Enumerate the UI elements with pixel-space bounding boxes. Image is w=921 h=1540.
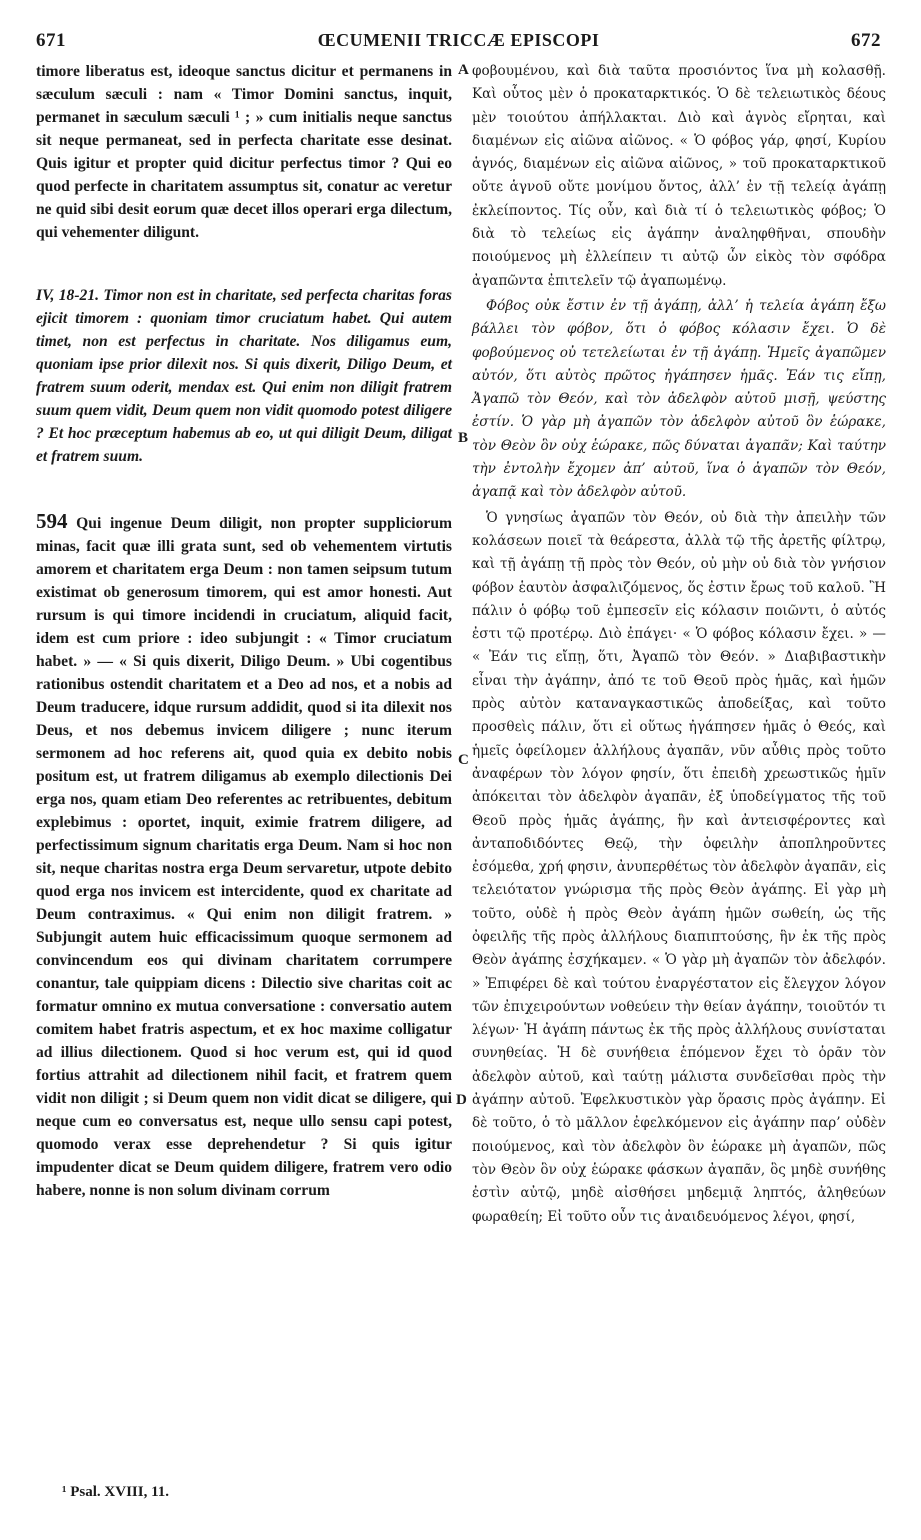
latin-column — [36, 60, 452, 1202]
margin-letter-c: C — [458, 752, 469, 768]
running-title: ŒCUMENII TRICCÆ EPISCOPI — [317, 30, 600, 50]
margin-letter-d: D — [456, 1092, 467, 1108]
greek-paragraph-1: φοβουμένου, καὶ διὰ ταῦτα προσιόντος ἵνα μὴ κολασθῇ. Καὶ οὗτος μὲν ὁ προκαταρκτικός. Ὁ δὲ τελειωτικὸς δέους μὲν τοιούτου ἀπήλλακται. Διὸ καὶ ἁγνὸς εἴρηται, καὶ διαμένων εἰς αἰῶνα αἰῶνος. « Ὁ φόβος γάρ, φησί, Κυρίου ἁγνός, διαμένων εἰς αἰῶνα αἰῶνος, » τοῦ προκαταρκτικοῦ οὔτε ἁγνοῦ οὔτε μονίμου ὄντος, ἀλλ’ ἐν τῇ τελείᾳ ἀγάπῃ ἐκλείποντος. Τίς οὖν, καὶ διὰ τί ὁ τελειωτικὸς φόβος; Ὁ διὰ τὸ τελείως εἰς ἀγάπην ἀναληφθῆναι, σπουδὴν ποιούμενος μὴ ἐλλείπειν τι αὐτῷ ὧν εἰκὸς τὸν σφόδρα ἀγαπῶντα ἐπιτελεῖν τῷ ἀγαπωμένῳ. — [472, 63, 886, 289]
greek-scripture-passage: Φόβος οὐκ ἔστιν ἐν τῇ ἀγάπῃ, ἀλλ’ ἡ τελεία ἀγάπη ἔξω βάλλει τὸν φόβον, ὅτι ὁ φόβος κόλασιν ἔχει. Ὁ δὲ φοβούμενος οὐ τετελείωται ἐν τῇ ἀγάπῃ. Ἡμεῖς ἀγαπῶμεν αὐτόν, ὅτι αὐτὸς πρῶτος ἠγάπησεν ἡμᾶς. Ἐάν τις εἴπῃ, Ἀγαπῶ τὸν Θεόν, καὶ τὸν ἀδελφὸν αὐτοῦ μισῇ, ψεύστης ἐστίν. Ὁ γὰρ μὴ ἀγαπῶν τὸν ἀδελφὸν αὐτοῦ ὃν ἑώρακε, τὸν Θεὸν ὃν οὐχ ἑώρακε, πῶς δύναται ἀγαπᾶν; Καὶ ταύτην τὴν ἐντολὴν ἔχομεν ἀπ’ αὐτοῦ, ἵνα ὁ ἀγαπῶν τὸν Θεόν, ἀγαπᾷ καὶ τὸν ἀδελφὸν αὐτοῦ. — [472, 297, 886, 501]
greek-column — [472, 60, 886, 1229]
page-number-right: 672 — [851, 30, 881, 51]
greek-paragraph-commentary: Ὁ γνησίως ἀγαπῶν τὸν Θεόν, οὐ διὰ τὴν ἀπειλὴν τῶν κολάσεων ποιεῖ τὰ θεάρεστα, ἀλλὰ τῷ τῆς ἀρετῆς φίλτρῳ, καὶ τῇ ἀγάπῃ τῇ πρὸς τὸν Θεόν, οὐ μὴν οὐ διὰ τὸν γνήσιον φόβον ἑαυτὸν ἀσφαλιζόμενος, ὅς ἐστιν ἔρως τοῦ καλοῦ. Ἢ πάλιν ὁ φόβῳ τοῦ ἐμπεσεῖν εἰς κόλασιν ποιῶντι, ὁ αὐτός ἐστι τῷ προτέρῳ. Διὸ ἐπάγει· « Ὁ φόβος κόλασιν ἔχει. » — « Ἐάν τις εἴπῃ, ὅτι, Ἀγαπῶ τὸν Θεόν. » Διαβιβαστικὴν εἶναι τὴν ἀγάπην, ἀπό τε τοῦ Θεοῦ πρὸς ἡμᾶς, καὶ ἡμῶν πρὸς αὐτὸν καταναγκαστικῶς ἀποδείξας, καὶ τοῦτο προσθεὶς πάλιν, ὅτι εἰ οὕτως ἠγάπησεν ἡμᾶς ὁ Θεός, καὶ ἡμεῖς ὀφείλομεν ἀλλήλους ἀγαπᾶν, νῦν αὖθις πρὸς τοῦτο ἀναφέρων τὸν λόγον φησίν, ὅτι ἐπειδὴ χρεωστικῶς ἡμῖν ἀπόκειται τὸν ἀδελφὸν ἀγαπᾶν, ἐξ ὑποδείγματος τῆς τοῦ Θεοῦ πρὸς ἡμᾶς ἀγάπης, ἣν καὶ ἀντεισφέροντες καὶ ἀνταποδιδόντες Θεῷ, τὴν ὀφειλὴν ἀποπληροῦντες ἐσόμεθα, χρή φησιν, ἀνυπερθέτως τὸν ἀδελφὸν ἀγαπᾶν, εἰς τελειότατον γνώρισμα τῆς πρὸς Θεὸν ἀγάπης. Εἰ γὰρ μὴ τοῦτο, οὐδὲ ἡ πρὸς Θεὸν ἀγάπη ἡμῶν σωθείη, ὡς τῆς ὀφειλῆς τῆς πρὸς ἀλλήλους διαπιπτούσης, ἣν ἐκ τῆς πρὸς Θεὸν ἀγάπης ἐσχήκαμεν. « Ὁ γὰρ μὴ ἀγαπῶν τὸν ἀδελφόν. » Ἐπιφέρει δὲ καὶ τούτου ἐναργέστατον εἰς ἔλεγχον λόγον τῶν ἐπιχειρούντων νοθεύειν τὴν θείαν ἀγάπην, τοιοῦτόν τι λέγων· Ἡ ἀγάπη πάντως ἐκ τῆς πρὸς ἀλλήλους συνίσταται συνηθείας. Ἡ δὲ συνήθεια ἑπόμενον ἔχει τὸ ὁρᾶν τὸν ἀδελφὸν αὐτοῦ, καὶ ταύτῃ μάλιστα συνδεῖσθαι πρὸς τὴν ἀγάπην αὐτοῦ. Ἐφελκυστικὸν γὰρ ὅρασις πρὸς ἀγάπην. Εἰ δὲ τοῦτο, ὁ τὸ μᾶλλον ἐφελκόμενον εἰς ἀγάπην παρ’ οὐδὲν ποιούμενος, καὶ τὸν ἀδελφὸν ὃν ἑώρακε μὴ ἀγαπῶν, πῶς τὸν Θεὸν ὃν οὐχ ἑώρακε φάσκων ἀγαπᾶν, ὃς μηδὲ συνήθης ἐστὶν αὐτῷ, μηδὲ αἰσθήσει μηδεμιᾷ ληπτός, ἀληθεύων φωραθείη; Εἰ τοῦτο οὖν τις ἀναιδευόμενος λέγοι, φησί, — [472, 509, 886, 1225]
section-number: 594 — [36, 509, 68, 533]
page-number-left: 671 — [36, 30, 66, 51]
latin-paragraph-3-text: Qui ingenue Deum diligit, non propter suppliciorum minas, facit quæ illi grata sunt, sed ob vehementem virtutis amorem et charitatem erga Deum : non tamen seipsum tutum existimat ob generosum timorem, qui est amor honesti. Aut rursum is qui timore incidendi in cruciatum, aliquid facit, idem est cum priore : ideo subjungit : « Timor cruciatum habet. » — « Si quis dixerit, Diligo Deum. » Ubi cogentibus rationibus ostendit charitatem et a Deo ad nos, et a nobis ad Deum traducere, idque rursum addidit, quod si ita dilexit nos Deus, et nos debemus invicem diligere ; nunc iterum sermonem ad hoc referens ait, quod quia ex debito nobis positum est, ut fratrem diligamus ab exemplo dilectionis Dei erga nos, quam etiam Deo referentes ac retribuentes, debitum explebimus : oportet, inquit, eximie fratrem diligere, ad perfectissimum signum charitatis erga Deum. Nam si hoc non sit, neque charitas nostra erga Deum servaretur, utpote debito quod erga nos invicem est intercidente, quod ex charitate ad Deum contraximus. « Qui enim non diligit fratrem. » Subjungit autem huic efficacissimum quoque sermonem ad convincendum eos qui divinam charitatem corrumpere conantur, tale quippiam dicens : Dilectio sive charitas coit ac formatur omnino ex mutua conversatione : conversatio autem comitem habet fratris aspectum, et ex hoc maxime colligatur ad illius dilectionem. Quod si hoc verum est, qui id quod fortius attrahit ad dilectionem nihil facit, et fratrem quem vidit non diligit ; si Deum quem non vidit dicat se diligere, qui neque cum eo conversatus est, neque ullo sensu capi potest, quomodo verax esse deprehendetur ? Si quis igitur impudenter dicat se Deum quidem diligere, fratrem vero odio habere, nonne is non solum divinam corrum — [36, 515, 452, 1199]
margin-letter-a: A — [458, 62, 469, 78]
footnote: ¹ Psal. XVIII, 11. — [62, 1484, 170, 1500]
latin-paragraph-1: timore liberatus est, ideoque sanctus dicitur et permanens in sæculum sæculi : nam « Timor Domini sanctus, inquit, permanet in sæculum sæculi ¹ ; » cum initialis neque sanctus sit neque permaneat, sed in perfecta charitate esse desinat. Quis igitur et propter quid dicitur perfectus timor ? Qui eo quod perfecte in charitatem assumptus sit, conatur ac veretur ne quid sibi desit eorum quæ decet illos operari erga dilectum, qui vehementer diligunt. — [36, 63, 452, 241]
margin-letter-b: B — [458, 430, 469, 446]
latin-scripture-passage: IV, 18-21. Timor non est in charitate, sed perfecta charitas foras ejicit timorem : quoniam timor cruciatum habet. Qui autem timet, non est perfectus in charitate. Nos diligamus eum, quoniam ipse prior dilexit nos. Si quis dixerit, Diligo Deum, et fratrem suum oderit, mendax est. Qui enim non diligit fratrem suum quem vidit, Deum quem non vidit quomodo potest diligere ? Et hoc præceptum habemus ab eo, ut qui diligit Deum, diligat et fratrem suum. — [36, 287, 452, 465]
running-header — [36, 30, 881, 56]
latin-paragraph-commentary — [36, 510, 452, 1202]
